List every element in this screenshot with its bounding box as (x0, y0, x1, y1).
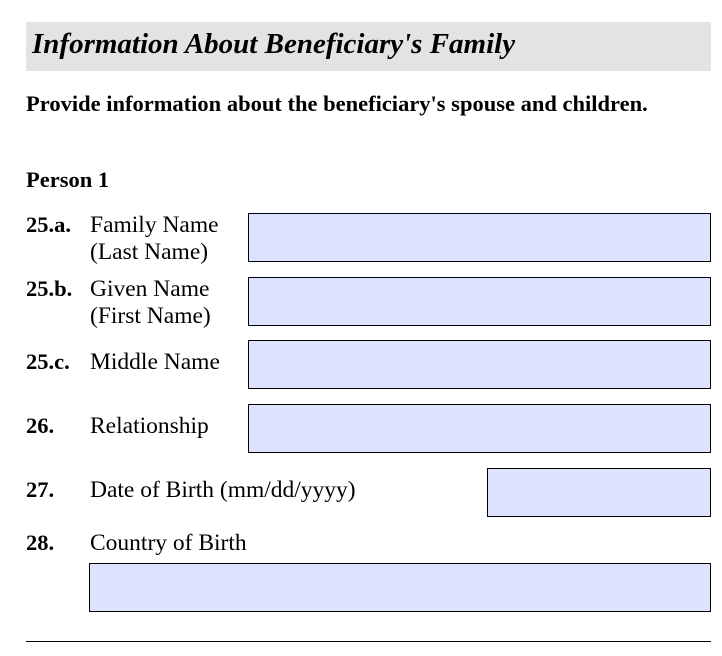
date-of-birth-label: Date of Birth (mm/dd/yyyy) (90, 477, 356, 503)
country-of-birth-field[interactable] (89, 563, 711, 612)
item-number-27: 27. (26, 477, 55, 502)
item-number-26: 26. (26, 413, 55, 438)
family-name-field[interactable] (248, 213, 711, 262)
item-number-25c: 25.c. (26, 349, 70, 374)
family-name-label (90, 212, 219, 266)
country-of-birth-label: Country of Birth (90, 530, 247, 556)
relationship-label: Relationship (90, 413, 209, 439)
section-title: Information About Beneficiary's Family (32, 28, 516, 60)
person-heading: Person 1 (26, 167, 110, 192)
family-name-label-line1: Family Name (90, 212, 219, 238)
relationship-field[interactable] (248, 404, 711, 453)
item-number-25b: 25.b. (26, 276, 73, 301)
middle-name-label: Middle Name (90, 349, 220, 375)
bottom-divider (26, 641, 711, 642)
family-name-label-line2: (Last Name) (90, 239, 209, 265)
item-number-25a: 25.a. (26, 212, 71, 237)
section-instructions: Provide information about the beneficiary's spouse and children. (26, 91, 648, 116)
section-header (26, 22, 711, 71)
date-of-birth-field[interactable] (487, 468, 711, 517)
item-number-28: 28. (26, 530, 55, 555)
given-name-field[interactable] (248, 277, 711, 326)
given-name-label (90, 276, 211, 330)
given-name-label-line1: Given Name (90, 276, 210, 302)
middle-name-field[interactable] (248, 340, 711, 389)
given-name-label-line2: (First Name) (90, 303, 211, 329)
